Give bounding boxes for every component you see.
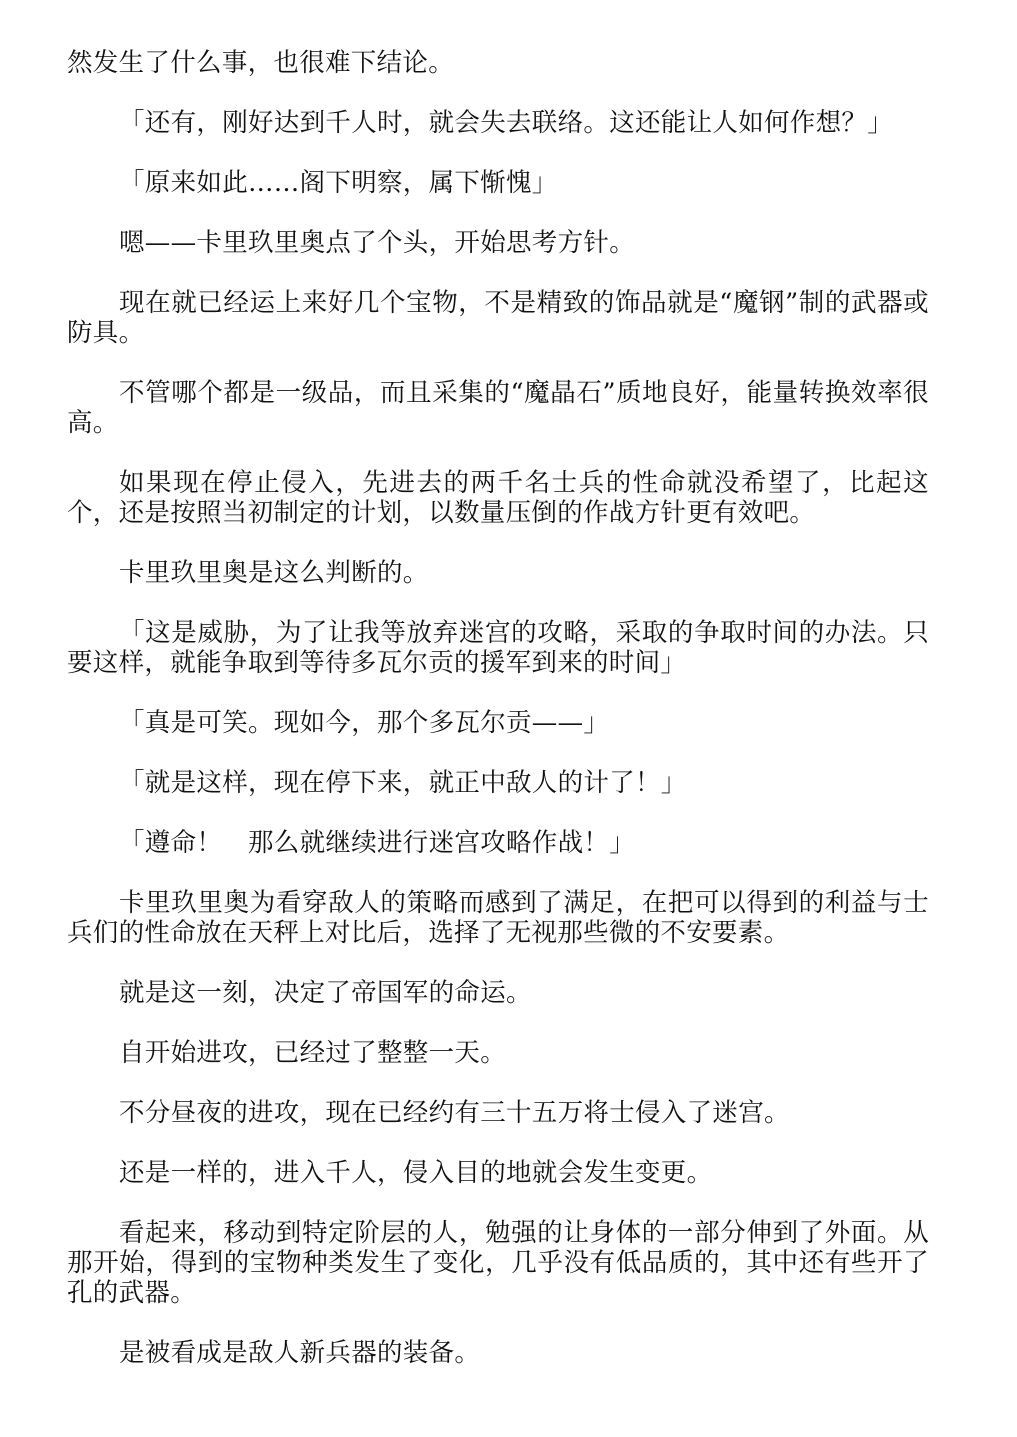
dialogue-paragraph: 「遵命！ 那么就继续进行迷宫攻略作战！」 [119,828,636,858]
paragraph: 还是一样的，进入千人，侵入目的地就会发生变更。 [119,1158,713,1188]
paragraph: 嗯——卡里玖里奥点了个头，开始思考方针。 [119,228,636,258]
paragraph: 如果现在停止侵入，先进去的两千名士兵的性命就没希望了，比起这个，还是按照当初制定的计划，以数量压倒的作战方针更有效吧。 [67,468,929,528]
paragraph: 就是这一刻，决定了帝国军的命运。 [119,978,532,1008]
dialogue-paragraph: 「还有，刚好达到千人时，就会失去联络。这还能让人如何作想？」 [119,108,894,138]
dialogue-paragraph: 「就是这样，现在停下来，就正中敌人的计了！」 [119,768,687,798]
paragraph: 不管哪个都是一级品，而且采集的“魔晶石”质地良好，能量转换效率很高。 [67,378,929,438]
dialogue-paragraph: 「这是威胁，为了让我等放弃迷宫的攻略，采取的争取时间的办法。只要这样，就能争取到等待多瓦尔贡的援军到来的时间」 [67,618,929,678]
paragraph: 看起来，移动到特定阶层的人，勉强的让身体的一部分伸到了外面。从那开始，得到的宝物种类发生了变化，几乎没有低品质的，其中还有些开了孔的武器。 [67,1218,929,1308]
paragraph: 然发生了什么事，也很难下结论。 [67,48,455,78]
paragraph: 自开始进攻，已经过了整整一天。 [119,1038,507,1068]
paragraph: 卡里玖里奥为看穿敌人的策略而感到了满足，在把可以得到的利益与士兵们的性命放在天秤上对比后，选择了无视那些微的不安要素。 [67,888,929,948]
paragraph: 不分昼夜的进攻，现在已经约有三十五万将士侵入了迷宫。 [119,1098,790,1128]
document-page [67,48,929,1398]
dialogue-paragraph: 「原来如此……阁下明察，属下惭愧」 [119,168,558,198]
paragraph: 卡里玖里奥是这么判断的。 [119,558,429,588]
paragraph: 是被看成是敌人新兵器的装备。 [119,1338,481,1368]
paragraph: 现在就已经运上来好几个宝物，不是精致的饰品就是“魔钢”制的武器或防具。 [67,288,929,348]
dialogue-paragraph: 「真是可笑。现如今，那个多瓦尔贡——」 [119,708,610,738]
